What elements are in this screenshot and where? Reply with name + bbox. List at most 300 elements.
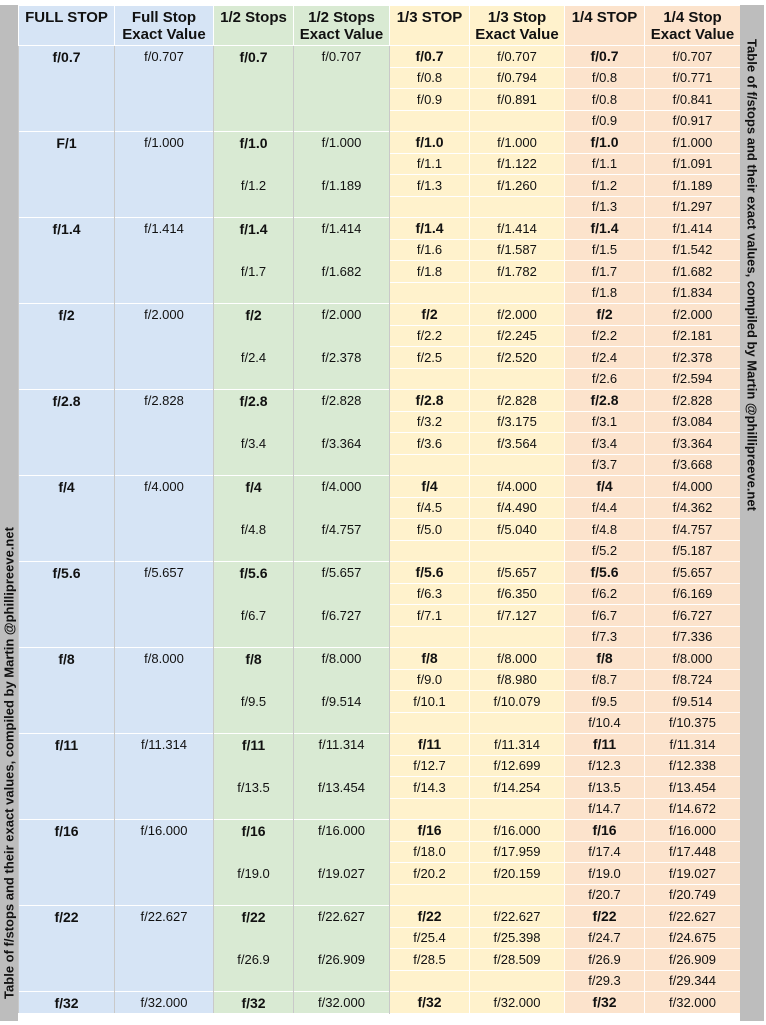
half-stop-cell: f/5.6 — [214, 562, 294, 584]
full-stop-cell — [19, 519, 115, 541]
third-stop-exact-cell: f/2.245 — [470, 325, 565, 347]
quarter-stop-cell: f/1.0 — [565, 132, 645, 154]
full-stop-exact-cell — [115, 261, 214, 283]
half-stop-exact-cell: f/1.189 — [294, 175, 390, 197]
full-stop-cell — [19, 325, 115, 347]
third-stop-cell: f/1.3 — [390, 175, 470, 197]
full-stop-cell — [19, 239, 115, 261]
full-stop-exact-cell: f/0.707 — [115, 46, 214, 68]
table-row — [19, 347, 741, 369]
quarter-stop-exact-cell: f/3.084 — [645, 411, 741, 433]
third-stop-cell — [390, 626, 470, 648]
header-full-stop: FULL STOP — [19, 6, 115, 46]
third-stop-cell: f/6.3 — [390, 583, 470, 605]
quarter-stop-exact-cell: f/1.414 — [645, 218, 741, 240]
third-stop-cell: f/14.3 — [390, 777, 470, 799]
table-row — [19, 906, 741, 928]
full-stop-exact-cell — [115, 626, 214, 648]
full-stop-exact-cell: f/16.000 — [115, 820, 214, 842]
half-stop-exact-cell — [294, 626, 390, 648]
third-stop-cell: f/2.8 — [390, 390, 470, 412]
third-stop-cell: f/28.5 — [390, 949, 470, 971]
third-stop-exact-cell: f/22.627 — [470, 906, 565, 928]
half-stop-cell — [214, 884, 294, 906]
half-stop-exact-cell — [294, 927, 390, 949]
third-stop-cell — [390, 712, 470, 734]
full-stop-cell — [19, 691, 115, 713]
quarter-stop-cell: f/14.7 — [565, 798, 645, 820]
third-stop-cell — [390, 110, 470, 132]
half-stop-cell — [214, 970, 294, 992]
third-stop-exact-cell — [470, 196, 565, 218]
full-stop-exact-cell: f/32.000 — [115, 992, 214, 1014]
full-stop-exact-cell — [115, 196, 214, 218]
quarter-stop-exact-cell: f/4.362 — [645, 497, 741, 519]
left-vertical-title: Table of f/stops and their exact values, compiled by Martin @phillipreeve.net — [1, 527, 17, 999]
full-stop-cell — [19, 153, 115, 175]
half-stop-exact-cell: f/5.657 — [294, 562, 390, 584]
quarter-stop-cell: f/19.0 — [565, 863, 645, 885]
half-stop-exact-cell: f/26.909 — [294, 949, 390, 971]
quarter-stop-exact-cell: f/17.448 — [645, 841, 741, 863]
quarter-stop-exact-cell: f/32.000 — [645, 992, 741, 1014]
quarter-stop-cell: f/12.3 — [565, 755, 645, 777]
half-stop-cell: f/6.7 — [214, 605, 294, 627]
third-stop-cell: f/7.1 — [390, 605, 470, 627]
half-stop-exact-cell: f/2.828 — [294, 390, 390, 412]
table-row — [19, 476, 741, 498]
half-stop-exact-cell: f/1.000 — [294, 132, 390, 154]
third-stop-cell: f/18.0 — [390, 841, 470, 863]
full-stop-cell — [19, 755, 115, 777]
quarter-stop-exact-cell: f/2.000 — [645, 304, 741, 326]
full-stop-exact-cell — [115, 89, 214, 111]
header-half-stops: 1/2 Stops — [214, 6, 294, 46]
third-stop-exact-cell: f/6.350 — [470, 583, 565, 605]
full-stop-cell — [19, 669, 115, 691]
half-stop-exact-cell — [294, 67, 390, 89]
half-stop-cell: f/9.5 — [214, 691, 294, 713]
quarter-stop-cell: f/20.7 — [565, 884, 645, 906]
half-stop-cell: f/8 — [214, 648, 294, 670]
half-stop-exact-cell: f/3.364 — [294, 433, 390, 455]
header-quarter-stop-exact: 1/4 Stop Exact Value — [645, 6, 741, 46]
third-stop-exact-cell: f/20.159 — [470, 863, 565, 885]
half-stop-exact-cell: f/4.757 — [294, 519, 390, 541]
table-row — [19, 67, 741, 89]
full-stop-cell: f/11 — [19, 734, 115, 756]
quarter-stop-cell: f/3.1 — [565, 411, 645, 433]
half-stop-exact-cell: f/9.514 — [294, 691, 390, 713]
table-row — [19, 927, 741, 949]
half-stop-cell — [214, 454, 294, 476]
half-stop-cell — [214, 755, 294, 777]
quarter-stop-exact-cell: f/3.668 — [645, 454, 741, 476]
full-stop-exact-cell — [115, 67, 214, 89]
third-stop-exact-cell: f/1.782 — [470, 261, 565, 283]
half-stop-exact-cell — [294, 411, 390, 433]
half-stop-cell — [214, 626, 294, 648]
quarter-stop-exact-cell: f/4.757 — [645, 519, 741, 541]
full-stop-cell — [19, 261, 115, 283]
third-stop-exact-cell: f/25.398 — [470, 927, 565, 949]
third-stop-exact-cell: f/11.314 — [470, 734, 565, 756]
table-row — [19, 153, 741, 175]
quarter-stop-exact-cell: f/0.771 — [645, 67, 741, 89]
quarter-stop-exact-cell: f/0.917 — [645, 110, 741, 132]
half-stop-exact-cell — [294, 755, 390, 777]
third-stop-cell — [390, 884, 470, 906]
quarter-stop-exact-cell: f/0.707 — [645, 46, 741, 68]
half-stop-cell: f/1.7 — [214, 261, 294, 283]
full-stop-exact-cell — [115, 949, 214, 971]
half-stop-cell — [214, 325, 294, 347]
full-stop-cell — [19, 626, 115, 648]
table-row — [19, 841, 741, 863]
full-stop-cell — [19, 884, 115, 906]
half-stop-exact-cell — [294, 583, 390, 605]
table-row — [19, 583, 741, 605]
full-stop-cell: f/1.4 — [19, 218, 115, 240]
full-stop-exact-cell — [115, 841, 214, 863]
half-stop-exact-cell: f/32.000 — [294, 992, 390, 1014]
half-stop-exact-cell: f/1.682 — [294, 261, 390, 283]
full-stop-cell — [19, 411, 115, 433]
header-third-stop-exact: 1/3 Stop Exact Value — [470, 6, 565, 46]
full-stop-exact-cell — [115, 519, 214, 541]
full-stop-exact-cell: f/4.000 — [115, 476, 214, 498]
quarter-stop-exact-cell: f/9.514 — [645, 691, 741, 713]
full-stop-cell — [19, 497, 115, 519]
half-stop-cell: f/26.9 — [214, 949, 294, 971]
full-stop-cell — [19, 605, 115, 627]
table-row — [19, 734, 741, 756]
half-stop-exact-cell — [294, 89, 390, 111]
full-stop-cell — [19, 368, 115, 390]
half-stop-exact-cell — [294, 841, 390, 863]
quarter-stop-cell: f/0.9 — [565, 110, 645, 132]
full-stop-exact-cell: f/11.314 — [115, 734, 214, 756]
full-stop-exact-cell — [115, 368, 214, 390]
half-stop-cell: f/1.2 — [214, 175, 294, 197]
third-stop-exact-cell: f/2.000 — [470, 304, 565, 326]
quarter-stop-cell: f/0.8 — [565, 89, 645, 111]
quarter-stop-exact-cell: f/12.338 — [645, 755, 741, 777]
third-stop-exact-cell: f/5.040 — [470, 519, 565, 541]
half-stop-exact-cell: f/0.707 — [294, 46, 390, 68]
quarter-stop-cell: f/0.7 — [565, 46, 645, 68]
quarter-stop-exact-cell: f/2.594 — [645, 368, 741, 390]
third-stop-cell: f/20.2 — [390, 863, 470, 885]
half-stop-exact-cell — [294, 196, 390, 218]
full-stop-exact-cell — [115, 239, 214, 261]
quarter-stop-exact-cell: f/14.672 — [645, 798, 741, 820]
table-row — [19, 433, 741, 455]
quarter-stop-exact-cell: f/8.000 — [645, 648, 741, 670]
full-stop-cell — [19, 712, 115, 734]
half-stop-exact-cell — [294, 368, 390, 390]
quarter-stop-exact-cell: f/1.000 — [645, 132, 741, 154]
quarter-stop-exact-cell: f/29.344 — [645, 970, 741, 992]
quarter-stop-exact-cell: f/11.314 — [645, 734, 741, 756]
full-stop-cell — [19, 433, 115, 455]
third-stop-cell — [390, 970, 470, 992]
half-stop-cell — [214, 89, 294, 111]
table-row — [19, 196, 741, 218]
full-stop-exact-cell — [115, 454, 214, 476]
full-stop-exact-cell — [115, 347, 214, 369]
full-stop-cell: f/2 — [19, 304, 115, 326]
table-row — [19, 304, 741, 326]
table-row — [19, 519, 741, 541]
third-stop-cell — [390, 798, 470, 820]
table-row — [19, 411, 741, 433]
third-stop-exact-cell: f/17.959 — [470, 841, 565, 863]
half-stop-exact-cell — [294, 884, 390, 906]
quarter-stop-exact-cell: f/5.187 — [645, 540, 741, 562]
table-row — [19, 562, 741, 584]
table-row — [19, 798, 741, 820]
half-stop-cell — [214, 927, 294, 949]
third-stop-cell: f/0.7 — [390, 46, 470, 68]
third-stop-exact-cell: f/14.254 — [470, 777, 565, 799]
table-row — [19, 884, 741, 906]
table-row — [19, 497, 741, 519]
quarter-stop-cell: f/9.5 — [565, 691, 645, 713]
half-stop-cell — [214, 368, 294, 390]
full-stop-exact-cell — [115, 282, 214, 304]
full-stop-cell: F/1 — [19, 132, 115, 154]
full-stop-exact-cell — [115, 497, 214, 519]
half-stop-cell: f/1.4 — [214, 218, 294, 240]
half-stop-cell — [214, 841, 294, 863]
half-stop-cell: f/22 — [214, 906, 294, 928]
full-stop-exact-cell: f/2.828 — [115, 390, 214, 412]
full-stop-cell — [19, 175, 115, 197]
full-stop-exact-cell — [115, 712, 214, 734]
half-stop-exact-cell — [294, 325, 390, 347]
full-stop-exact-cell — [115, 110, 214, 132]
full-stop-cell — [19, 949, 115, 971]
quarter-stop-exact-cell: f/2.828 — [645, 390, 741, 412]
quarter-stop-exact-cell: f/1.189 — [645, 175, 741, 197]
third-stop-exact-cell: f/3.564 — [470, 433, 565, 455]
half-stop-cell — [214, 282, 294, 304]
quarter-stop-exact-cell: f/10.375 — [645, 712, 741, 734]
full-stop-cell — [19, 583, 115, 605]
third-stop-exact-cell: f/0.794 — [470, 67, 565, 89]
half-stop-cell: f/4 — [214, 476, 294, 498]
third-stop-exact-cell — [470, 970, 565, 992]
quarter-stop-cell: f/17.4 — [565, 841, 645, 863]
quarter-stop-cell: f/7.3 — [565, 626, 645, 648]
quarter-stop-exact-cell: f/26.909 — [645, 949, 741, 971]
full-stop-cell — [19, 927, 115, 949]
quarter-stop-cell: f/8 — [565, 648, 645, 670]
full-stop-cell — [19, 89, 115, 111]
right-title-bar — [740, 5, 764, 1021]
full-stop-cell — [19, 841, 115, 863]
table-row — [19, 390, 741, 412]
full-stop-exact-cell — [115, 755, 214, 777]
third-stop-cell: f/4 — [390, 476, 470, 498]
half-stop-cell — [214, 67, 294, 89]
table-row — [19, 110, 741, 132]
table-row — [19, 863, 741, 885]
header-full-stop-exact: Full Stop Exact Value — [115, 6, 214, 46]
quarter-stop-exact-cell: f/2.181 — [645, 325, 741, 347]
third-stop-cell: f/1.4 — [390, 218, 470, 240]
half-stop-cell: f/19.0 — [214, 863, 294, 885]
half-stop-exact-cell — [294, 497, 390, 519]
full-stop-cell: f/5.6 — [19, 562, 115, 584]
full-stop-cell: f/8 — [19, 648, 115, 670]
half-stop-exact-cell: f/4.000 — [294, 476, 390, 498]
table-row — [19, 777, 741, 799]
quarter-stop-cell: f/32 — [565, 992, 645, 1014]
full-stop-cell: f/2.8 — [19, 390, 115, 412]
half-stop-exact-cell: f/8.000 — [294, 648, 390, 670]
table-row — [19, 605, 741, 627]
full-stop-exact-cell: f/5.657 — [115, 562, 214, 584]
half-stop-cell: f/2.8 — [214, 390, 294, 412]
right-vertical-title: Table of f/stops and their exact values, compiled by Martin @phillipreeve.net — [744, 39, 760, 511]
quarter-stop-cell: f/0.8 — [565, 67, 645, 89]
third-stop-exact-cell — [470, 798, 565, 820]
third-stop-exact-cell — [470, 282, 565, 304]
full-stop-exact-cell — [115, 863, 214, 885]
full-stop-cell — [19, 777, 115, 799]
table-row — [19, 626, 741, 648]
full-stop-cell — [19, 454, 115, 476]
third-stop-cell: f/0.9 — [390, 89, 470, 111]
quarter-stop-exact-cell: f/1.542 — [645, 239, 741, 261]
third-stop-cell: f/5.0 — [390, 519, 470, 541]
third-stop-exact-cell: f/10.079 — [470, 691, 565, 713]
table-row — [19, 669, 741, 691]
third-stop-cell — [390, 196, 470, 218]
half-stop-exact-cell — [294, 153, 390, 175]
third-stop-exact-cell — [470, 110, 565, 132]
table-row — [19, 992, 741, 1014]
half-stop-cell: f/2.4 — [214, 347, 294, 369]
table-row — [19, 712, 741, 734]
header-third-stop: 1/3 STOP — [390, 6, 470, 46]
quarter-stop-exact-cell: f/8.724 — [645, 669, 741, 691]
full-stop-exact-cell — [115, 540, 214, 562]
quarter-stop-cell: f/6.7 — [565, 605, 645, 627]
third-stop-exact-cell: f/8.980 — [470, 669, 565, 691]
full-stop-exact-cell — [115, 970, 214, 992]
quarter-stop-exact-cell: f/2.378 — [645, 347, 741, 369]
third-stop-exact-cell: f/1.414 — [470, 218, 565, 240]
header-row — [19, 6, 741, 46]
third-stop-exact-cell: f/5.657 — [470, 562, 565, 584]
half-stop-cell — [214, 497, 294, 519]
full-stop-exact-cell: f/2.000 — [115, 304, 214, 326]
half-stop-cell — [214, 798, 294, 820]
third-stop-cell: f/1.0 — [390, 132, 470, 154]
third-stop-cell: f/3.6 — [390, 433, 470, 455]
third-stop-exact-cell: f/16.000 — [470, 820, 565, 842]
third-stop-exact-cell — [470, 368, 565, 390]
third-stop-cell: f/3.2 — [390, 411, 470, 433]
table-row — [19, 218, 741, 240]
quarter-stop-exact-cell: f/16.000 — [645, 820, 741, 842]
quarter-stop-cell: f/1.4 — [565, 218, 645, 240]
quarter-stop-cell: f/5.2 — [565, 540, 645, 562]
third-stop-exact-cell — [470, 540, 565, 562]
third-stop-cell: f/1.6 — [390, 239, 470, 261]
table-row — [19, 325, 741, 347]
full-stop-cell — [19, 67, 115, 89]
table-row — [19, 691, 741, 713]
third-stop-cell: f/11 — [390, 734, 470, 756]
table-row — [19, 239, 741, 261]
half-stop-cell — [214, 712, 294, 734]
table-row — [19, 46, 741, 68]
table-row — [19, 261, 741, 283]
quarter-stop-exact-cell: f/22.627 — [645, 906, 741, 928]
table-row — [19, 540, 741, 562]
table-row — [19, 282, 741, 304]
third-stop-exact-cell: f/32.000 — [470, 992, 565, 1014]
full-stop-cell — [19, 347, 115, 369]
third-stop-exact-cell: f/4.000 — [470, 476, 565, 498]
full-stop-exact-cell — [115, 175, 214, 197]
half-stop-exact-cell: f/16.000 — [294, 820, 390, 842]
third-stop-exact-cell — [470, 454, 565, 476]
fstop-table — [18, 5, 741, 1014]
quarter-stop-exact-cell: f/13.454 — [645, 777, 741, 799]
quarter-stop-exact-cell: f/20.749 — [645, 884, 741, 906]
third-stop-exact-cell: f/12.699 — [470, 755, 565, 777]
third-stop-cell: f/22 — [390, 906, 470, 928]
full-stop-exact-cell: f/22.627 — [115, 906, 214, 928]
quarter-stop-cell: f/8.7 — [565, 669, 645, 691]
half-stop-cell: f/11 — [214, 734, 294, 756]
third-stop-cell: f/2 — [390, 304, 470, 326]
quarter-stop-cell: f/3.4 — [565, 433, 645, 455]
quarter-stop-cell: f/5.6 — [565, 562, 645, 584]
third-stop-exact-cell: f/8.000 — [470, 648, 565, 670]
third-stop-exact-cell: f/1.000 — [470, 132, 565, 154]
quarter-stop-cell: f/6.2 — [565, 583, 645, 605]
table-row — [19, 949, 741, 971]
half-stop-cell: f/13.5 — [214, 777, 294, 799]
third-stop-cell: f/5.6 — [390, 562, 470, 584]
third-stop-cell: f/1.8 — [390, 261, 470, 283]
full-stop-cell: f/4 — [19, 476, 115, 498]
half-stop-exact-cell: f/19.027 — [294, 863, 390, 885]
half-stop-cell: f/1.0 — [214, 132, 294, 154]
quarter-stop-cell: f/24.7 — [565, 927, 645, 949]
quarter-stop-exact-cell: f/5.657 — [645, 562, 741, 584]
half-stop-cell: f/16 — [214, 820, 294, 842]
full-stop-exact-cell — [115, 325, 214, 347]
half-stop-exact-cell: f/11.314 — [294, 734, 390, 756]
full-stop-cell: f/0.7 — [19, 46, 115, 68]
half-stop-exact-cell — [294, 239, 390, 261]
half-stop-cell — [214, 153, 294, 175]
third-stop-exact-cell — [470, 884, 565, 906]
third-stop-cell — [390, 282, 470, 304]
third-stop-exact-cell: f/2.520 — [470, 347, 565, 369]
quarter-stop-cell: f/1.8 — [565, 282, 645, 304]
full-stop-exact-cell — [115, 583, 214, 605]
quarter-stop-cell: f/1.2 — [565, 175, 645, 197]
half-stop-exact-cell — [294, 454, 390, 476]
